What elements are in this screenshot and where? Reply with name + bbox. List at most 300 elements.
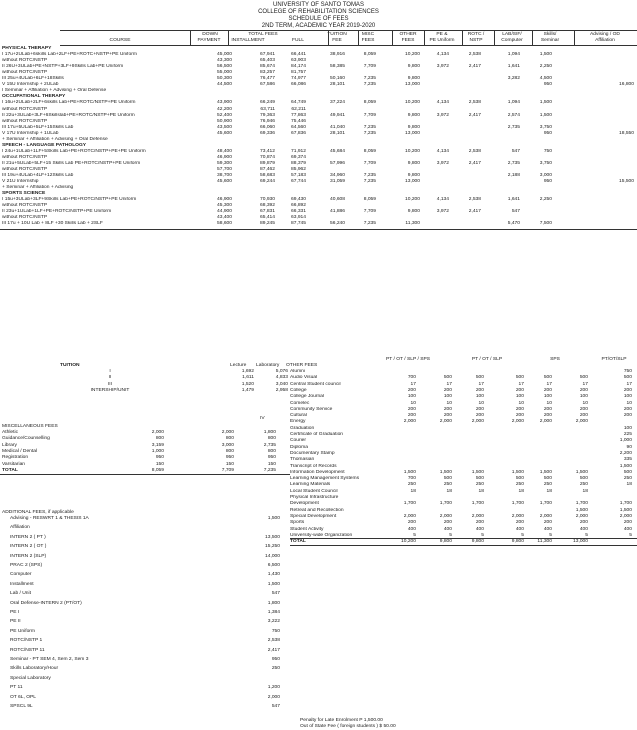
other-fee-value: 500 <box>543 476 552 482</box>
program-row-value: 43,400 <box>217 215 232 221</box>
other-fee-value: 2,000 <box>511 513 524 519</box>
other-fee-item: Energy <box>290 419 306 425</box>
other-fee-item: College Journal <box>290 394 324 400</box>
program-row-value: 9,800 <box>407 209 420 215</box>
other-fee-value: 250 <box>579 482 588 488</box>
program-row-value: 2,538 <box>468 148 481 154</box>
other-fee-value: 400 <box>623 526 632 532</box>
program-row-value: 2,250 <box>539 197 552 203</box>
program-row-value: 2,538 <box>468 197 481 203</box>
col-down: DOWN <box>202 32 218 37</box>
header-col-rule <box>190 30 191 45</box>
other-fee-value: 2,000 <box>539 419 552 425</box>
additional-value: 1,200 <box>267 685 280 691</box>
program-row-value: 3,972 <box>436 160 449 166</box>
program-row-value: 75,446 <box>291 118 306 124</box>
program-row-value: 4,134 <box>436 197 449 203</box>
col-lab-2: Computer <box>501 38 523 43</box>
col-other-2: FEES <box>401 38 415 43</box>
additional-value: 14,000 <box>265 553 280 559</box>
col-pe: PE & <box>436 32 448 37</box>
program-row-value: 49,941 <box>330 112 345 118</box>
program-row-value: 2,735 <box>507 160 520 166</box>
additional-value: 1,384 <box>267 610 280 615</box>
other-fee-value: 250 <box>543 482 552 488</box>
program-row-value: 3,750 <box>539 160 552 166</box>
header-col-rule <box>328 30 329 45</box>
tuition-lecture-value: 1,479 <box>241 387 254 393</box>
additional-item: PE I <box>10 610 20 615</box>
other-fee-value: 10 <box>518 400 524 406</box>
tuition-lecture-value: 1,611 <box>242 375 254 381</box>
header-col-rule <box>228 30 229 45</box>
other-fee-item: TOTAL <box>290 539 306 545</box>
program-row-value: 1,641 <box>507 197 520 203</box>
additional-value: 2,000 <box>267 694 280 700</box>
program-title: SPEECH - LANGUAGE PATHOLOGY <box>2 142 87 148</box>
program-row-value: 2,250 <box>539 64 552 70</box>
program-row-value: 43,900 <box>217 100 232 106</box>
program-row-value: 67,744 <box>291 179 306 185</box>
program-row-value: 7,235 <box>363 124 376 130</box>
other-fee-value: 200 <box>443 413 452 419</box>
program-row-value: 81,757 <box>291 70 306 76</box>
col-other: OTHER <box>399 32 417 37</box>
program-row-value: 10,200 <box>405 52 420 58</box>
program-row-value: 38,700 <box>217 173 232 179</box>
misc-value-1: 8,059 <box>151 467 164 473</box>
program-row-value: 8,059 <box>363 197 376 203</box>
other-fee-value: 400 <box>515 526 524 532</box>
other-fee-value: 200 <box>623 520 632 526</box>
other-fee-value: 2,000 <box>439 419 452 425</box>
program-row-value: 69,374 <box>291 154 306 160</box>
other-fee-value: 10 <box>410 400 416 406</box>
other-fee-item: Physical Infrastructure <box>290 495 339 500</box>
program-row-value: 88,379 <box>291 160 306 166</box>
misc-value-1: 3,159 <box>151 442 164 448</box>
misc-item: Library <box>2 442 17 448</box>
other-fee-value: 1,700 <box>403 501 416 507</box>
additional-item: Advising - RESWRT 1 & THESIS 1A <box>10 516 89 521</box>
program-row-value: 2,417 <box>468 160 481 166</box>
other-fee-item: Development <box>290 501 319 507</box>
program-row-value: 2,538 <box>468 52 481 58</box>
program-row-value: 44,500 <box>217 82 232 88</box>
program-row-value: 66,331 <box>291 209 306 215</box>
program-row-label: III 25u+4ULab+6LF+18Skills <box>2 76 64 82</box>
additional-item: Special Laboratory <box>10 675 51 681</box>
other-fees-head-1: PT / OT / SLP / SPS <box>385 357 431 362</box>
header-col-rule <box>532 30 533 45</box>
other-fee-value: 2,000 <box>511 419 524 425</box>
other-fee-value: 200 <box>579 413 588 419</box>
header-col-rule <box>462 30 463 45</box>
other-fee-value: 18 <box>582 488 588 494</box>
misc-value-2: 800 <box>225 436 234 442</box>
additional-item: Affiliation <box>10 525 30 531</box>
tuition-lecture-head: Lecture <box>230 363 247 368</box>
program-row-value: 7,709 <box>363 64 376 70</box>
misc-value-1: 800 <box>155 436 164 442</box>
program-row-label: III 19u+4ULab+4LF+12Skills Lab <box>2 173 74 179</box>
misc-value-3: 800 <box>267 436 276 442</box>
program-row-value: 45,600 <box>217 130 232 136</box>
header-col-rule <box>494 30 495 45</box>
program-row-value: 58,600 <box>217 221 232 227</box>
program-row-value: 66,086 <box>291 82 306 88</box>
other-fee-value: 200 <box>543 387 552 393</box>
other-fee-value: 250 <box>623 476 632 482</box>
other-fee-item: Alumni <box>290 369 305 374</box>
other-fee-value: 100 <box>515 394 524 400</box>
header-university: UNIVERSITY OF SANTO TOMAS <box>273 2 364 8</box>
other-fee-value: 1,500 <box>539 469 552 475</box>
other-fee-item: Graduation <box>290 425 315 431</box>
other-fee-value: 200 <box>543 413 552 419</box>
additional-item: Seminar - PT SEM 4, Sem 2, Sem 3 <box>10 657 89 662</box>
other-fee-value: 2,200 <box>619 450 632 456</box>
program-row-value: 7,500 <box>539 221 552 227</box>
other-fee-item: University-wide Organization <box>290 532 353 538</box>
program-row-value: 4,500 <box>539 76 552 82</box>
other-fee-value: 5 <box>629 532 632 538</box>
other-fee-value: 2,000 <box>619 513 632 519</box>
program-row-value: 69,430 <box>291 197 306 203</box>
program-row-value: 89,245 <box>260 221 275 227</box>
program-row-value: 15,500 <box>619 179 634 185</box>
penalty-note: Penalty for Late Enrolment P 1,500.00 <box>300 718 383 723</box>
misc-value-1: 150 <box>155 461 164 467</box>
col-pe-2: PE Uniform <box>429 38 455 43</box>
other-fee-item: Special Development <box>290 513 337 519</box>
other-fee-value: 1,700 <box>511 501 524 507</box>
other-fee-item: Sports <box>290 520 305 526</box>
additional-value: 1,500 <box>267 516 280 521</box>
other-fee-value: 200 <box>579 387 588 393</box>
additional-item: INTERN 2 ( OT ) <box>10 544 47 550</box>
misc-value-2: 800 <box>225 448 234 454</box>
program-row-value: 76,477 <box>260 76 275 82</box>
program-row-value: 3,282 <box>507 76 520 82</box>
other-fee-value: 200 <box>543 406 552 412</box>
other-fee-item: Certificate of Graduation <box>290 432 344 437</box>
program-row-value: 9,800 <box>407 76 420 82</box>
other-fee-value: 100 <box>475 394 484 400</box>
program-row-value: 65,414 <box>260 215 275 221</box>
misc-value-3: 7,235 <box>263 467 276 473</box>
header-col-rule <box>358 30 359 45</box>
additional-value: 547 <box>271 591 280 597</box>
other-fee-item: Cultural <box>290 413 307 419</box>
other-fee-value: 5 <box>549 532 552 538</box>
other-fee-value: 100 <box>623 425 632 431</box>
other-fee-value: 18 <box>518 488 524 494</box>
program-row-value: 4,134 <box>436 148 449 154</box>
other-fee-item: College <box>290 387 307 393</box>
other-fee-value: 200 <box>475 387 484 393</box>
program-row-value: 2,188 <box>507 173 520 179</box>
other-fee-value: 1,500 <box>511 469 524 475</box>
other-fee-value: 17 <box>518 381 524 387</box>
program-row-value: 41,886 <box>330 209 345 215</box>
other-fee-value: 500 <box>515 476 524 482</box>
program-row-value: 7,709 <box>363 112 376 118</box>
program-row-value: 66,249 <box>260 100 275 106</box>
additional-item: INTERN 2 ( PT ) <box>10 534 46 540</box>
program-row-value: 9,800 <box>407 64 420 70</box>
other-fee-value: 200 <box>579 520 588 526</box>
other-fee-value: 1,500 <box>471 469 484 475</box>
misc-item: Registration <box>2 455 29 461</box>
other-fee-value: 100 <box>443 394 452 400</box>
other-fee-value: 2,000 <box>403 513 416 519</box>
program-row-value: 950 <box>543 179 552 185</box>
col-tuition: TUITION <box>327 32 347 37</box>
other-fee-value: 5 <box>413 532 416 538</box>
additional-item: PRAC 2 (SPS) <box>10 563 43 568</box>
program-title: OCCUPATIONAL THERAPY <box>2 94 66 100</box>
other-fee-value: 2,000 <box>539 513 552 519</box>
program-row-label: without ROTC/NSTP <box>2 70 48 76</box>
misc-value-2: 2,000 <box>221 430 234 435</box>
program-row-label: I Seminar + Affiliation + Advising + Oral Defense <box>2 88 107 94</box>
other-fee-value: 10 <box>446 400 452 406</box>
other-fee-item: Documentary Stamp <box>290 450 335 456</box>
misc-value-1: 1,000 <box>151 448 164 454</box>
program-row-value: 547 <box>511 148 520 154</box>
program-row-value: 66,892 <box>291 203 306 209</box>
program-row-value: 7,235 <box>363 130 376 136</box>
header-col-rule <box>424 30 425 45</box>
program-row-value: 547 <box>511 209 520 215</box>
col-skills: Skills/ <box>543 32 557 37</box>
additional-value: 750 <box>271 628 280 634</box>
program-row-value: 89,879 <box>260 160 275 166</box>
program-row-value: 55,000 <box>217 70 232 76</box>
program-row-value: 71,912 <box>291 148 306 154</box>
program-row-value: 3,972 <box>436 112 449 118</box>
col-lab: LAB/SIF/ <box>502 32 522 37</box>
other-fee-value: 250 <box>515 482 524 488</box>
program-row-value: 57,700 <box>217 167 232 172</box>
additional-item: Oral Defense-INTERN 2 (PT/OT) <box>10 600 82 606</box>
additional-value: 250 <box>271 666 280 672</box>
other-fee-value: 10,200 <box>401 539 416 545</box>
other-fee-item: Audio Visual <box>290 375 318 381</box>
other-fee-value: 200 <box>475 520 484 526</box>
other-fee-value: 1,500 <box>403 469 416 475</box>
program-row-label: without ROTC/NSTP <box>2 203 48 209</box>
other-fee-value: 17 <box>582 381 588 387</box>
programs-bottom-rule <box>0 229 637 230</box>
header-title: SCHEDULE OF FEES <box>288 16 349 22</box>
program-row-label: I 24u+1ULab+1LF+5Skills Lab+PE+ROTC/NSTP+PE+PE Uniform <box>2 148 146 154</box>
program-row-value: 85,674 <box>260 64 275 70</box>
program-row-label: V 17U Internship + 1ULab <box>2 130 59 136</box>
program-row-label: V 15U Internship + 2ULab <box>2 82 59 88</box>
other-fee-value: 1,700 <box>619 501 632 507</box>
program-row-value: 56,240 <box>330 221 345 227</box>
program-row-value: 4,134 <box>436 100 449 106</box>
program-row-label: without ROTC/NSTP <box>2 106 48 112</box>
other-fee-value: 100 <box>543 394 552 400</box>
program-row-value: 18,550 <box>619 130 634 136</box>
other-fee-value: 9,800 <box>439 539 452 545</box>
out-of-state-note: Out of State Fee ( foreign students ) $ 50.00 <box>300 724 396 729</box>
program-row-value: 13,000 <box>405 130 420 136</box>
program-row-value: 7,709 <box>363 160 376 166</box>
program-row-value: 85,962 <box>291 167 306 172</box>
program-row-label: II 22u+3ULab+3LF+6Skillslab+PE+ROTC/NSTP+PE Uniform <box>2 112 135 118</box>
other-fee-value: 1,700 <box>575 501 588 507</box>
program-row-value: 57,183 <box>291 173 306 179</box>
program-row-value: 8,059 <box>363 52 376 58</box>
program-row-label: + Seminar + Affiliation + Advising <box>2 185 74 191</box>
additional-item: Skills Laboratory/Hour <box>10 666 59 672</box>
additional-item: ROTC/NSTP 1 <box>10 638 43 644</box>
program-row-value: 4,134 <box>436 52 449 58</box>
additional-value: 13,500 <box>265 534 280 540</box>
program-row-label: II 26U+3ULab+PE+NSTP+3LF+9Skills Lab+PE Uniform <box>2 64 124 70</box>
program-row-value: 66,441 <box>291 52 306 58</box>
additional-item: INTERN 2 (SLP) <box>10 553 47 559</box>
additional-item: OT 6L, OPL <box>10 694 37 700</box>
program-row-value: 7,235 <box>363 173 376 179</box>
other-fee-value: 90 <box>626 444 632 450</box>
col-tuition-2: FEE <box>332 38 342 43</box>
program-row-value: 70,930 <box>260 197 275 203</box>
program-row-value: 8,059 <box>363 100 376 106</box>
program-row-value: 5,470 <box>507 221 520 227</box>
tuition-lab-value: 5,076 <box>275 369 288 374</box>
other-fee-value: 17 <box>626 381 632 387</box>
col-advising-2: Affiliation <box>595 38 615 43</box>
other-fee-item: Transcript of Records <box>290 463 337 469</box>
other-fee-value: 1,500 <box>575 469 588 475</box>
other-fee-value: 500 <box>443 375 452 381</box>
program-row-value: 57,996 <box>330 160 345 166</box>
other-fee-value: 1,000 <box>619 438 632 444</box>
other-fee-value: 10 <box>478 400 484 406</box>
other-fee-item: Retreat and Recollection <box>290 507 344 513</box>
program-row-value: 40,608 <box>330 197 345 203</box>
tuition-year: III <box>107 381 113 387</box>
tuition-title: TUITION <box>60 363 80 368</box>
additional-item: ROTC/NSTP 11 <box>10 647 45 653</box>
other-fee-value: 400 <box>579 526 588 532</box>
program-row-value: 1,094 <box>507 52 520 58</box>
col-down-2: PAYMENT <box>197 38 221 43</box>
tuition-lab-value: 2,958 <box>275 387 288 393</box>
other-fees-title: OTHER FEES <box>286 363 318 368</box>
program-row-value: 58,683 <box>260 173 275 179</box>
misc-value-1: 950 <box>155 455 164 461</box>
other-fee-value: 500 <box>623 469 632 475</box>
other-fee-item: Information Development <box>290 469 345 475</box>
other-fee-value: 200 <box>623 387 632 393</box>
program-row-value: 9,800 <box>407 160 420 166</box>
other-fee-value: 200 <box>543 520 552 526</box>
program-row-value: 70,874 <box>260 154 275 160</box>
program-row-value: 7,235 <box>363 76 376 82</box>
program-row-value: 8,059 <box>363 148 376 154</box>
program-row-value: 64,749 <box>291 100 306 106</box>
other-fee-value: 2,000 <box>471 513 484 519</box>
program-row-label: II 21u+5ULab+5LF+15 Skills Lab PE+ROTC/NSTP+PE Uniform <box>2 160 141 166</box>
other-fee-item: Comelec <box>290 400 310 406</box>
program-row-label: III 17u+5ULab+5LF+15Skills Lab <box>2 124 74 130</box>
other-fee-value: 18 <box>410 488 416 494</box>
other-fee-value: 200 <box>623 413 632 419</box>
header-term: 2ND TERM, ACADEMIC YEAR 2019-2020 <box>261 23 376 29</box>
program-row-value: 7,235 <box>363 179 376 185</box>
program-row-value: 65,403 <box>260 58 275 64</box>
tuition-lab-head: Laboratory <box>256 363 280 368</box>
other-fee-value: 1,700 <box>439 501 452 507</box>
program-row-value: 68,392 <box>260 203 275 209</box>
program-row-value: 45,684 <box>330 148 345 154</box>
other-fee-value: 18 <box>626 482 632 488</box>
program-row-value: 58,385 <box>330 64 345 70</box>
col-course: COURSE <box>109 38 131 43</box>
program-row-value: 63,903 <box>291 58 306 64</box>
other-fee-value: 10 <box>546 400 552 406</box>
program-row-value: 83,257 <box>260 70 275 76</box>
other-fee-value: 200 <box>407 413 416 419</box>
other-fee-value: 17 <box>478 381 484 387</box>
other-fee-value: 17 <box>546 381 552 387</box>
program-row-value: 42,200 <box>217 106 232 112</box>
other-fee-value: 250 <box>407 482 416 488</box>
program-row-value: 64,560 <box>291 124 306 130</box>
program-row-label: + Seminar + Affiliation + Advising + Oral Defense <box>2 136 108 142</box>
col-total: TOTAL FEES <box>248 32 278 37</box>
other-fee-value: 200 <box>515 406 524 412</box>
other-fee-value: 17 <box>410 381 416 387</box>
program-row-value: 950 <box>543 82 552 88</box>
other-fee-value: 18 <box>478 488 484 494</box>
other-fee-item: Learning Management Systems <box>290 476 360 482</box>
program-row-value: 69,336 <box>260 130 275 136</box>
program-row-value: 3,000 <box>539 173 552 179</box>
misc-item: Athletic <box>2 430 19 435</box>
other-fee-value: 2,000 <box>471 419 484 425</box>
other-fee-value: 335 <box>623 457 632 463</box>
other-fee-value: 200 <box>515 413 524 419</box>
other-fee-value: 500 <box>543 375 552 381</box>
program-row-value: 38,916 <box>330 52 345 58</box>
program-row-value: 950 <box>543 130 552 136</box>
program-row-value: 31,059 <box>330 179 345 185</box>
program-row-label: I 17u+2ULab+6skills Lab+2LF+PE+ROTC+NSTP+PE Uniform <box>2 52 137 58</box>
program-row-value: 77,863 <box>291 112 306 118</box>
program-row-value: 67,836 <box>291 130 306 136</box>
other-fee-value: 400 <box>407 526 416 532</box>
program-row-value: 76,946 <box>260 118 275 124</box>
other-fee-value: 200 <box>407 520 416 526</box>
other-fee-value: 5 <box>449 532 452 538</box>
other-fee-item: Central Student council <box>290 381 341 387</box>
other-fee-item: Thomasian <box>290 457 315 463</box>
other-fee-value: 500 <box>443 476 452 482</box>
program-row-value: 1,500 <box>539 52 552 58</box>
program-row-value: 2,574 <box>507 112 520 118</box>
other-fee-value: 250 <box>475 482 484 488</box>
tuition-lab-value: 4,833 <box>275 375 288 381</box>
tuition-year: INTERSHIP/UNIT <box>90 387 130 393</box>
program-row-label: without ROTC/NSTP <box>2 154 48 160</box>
